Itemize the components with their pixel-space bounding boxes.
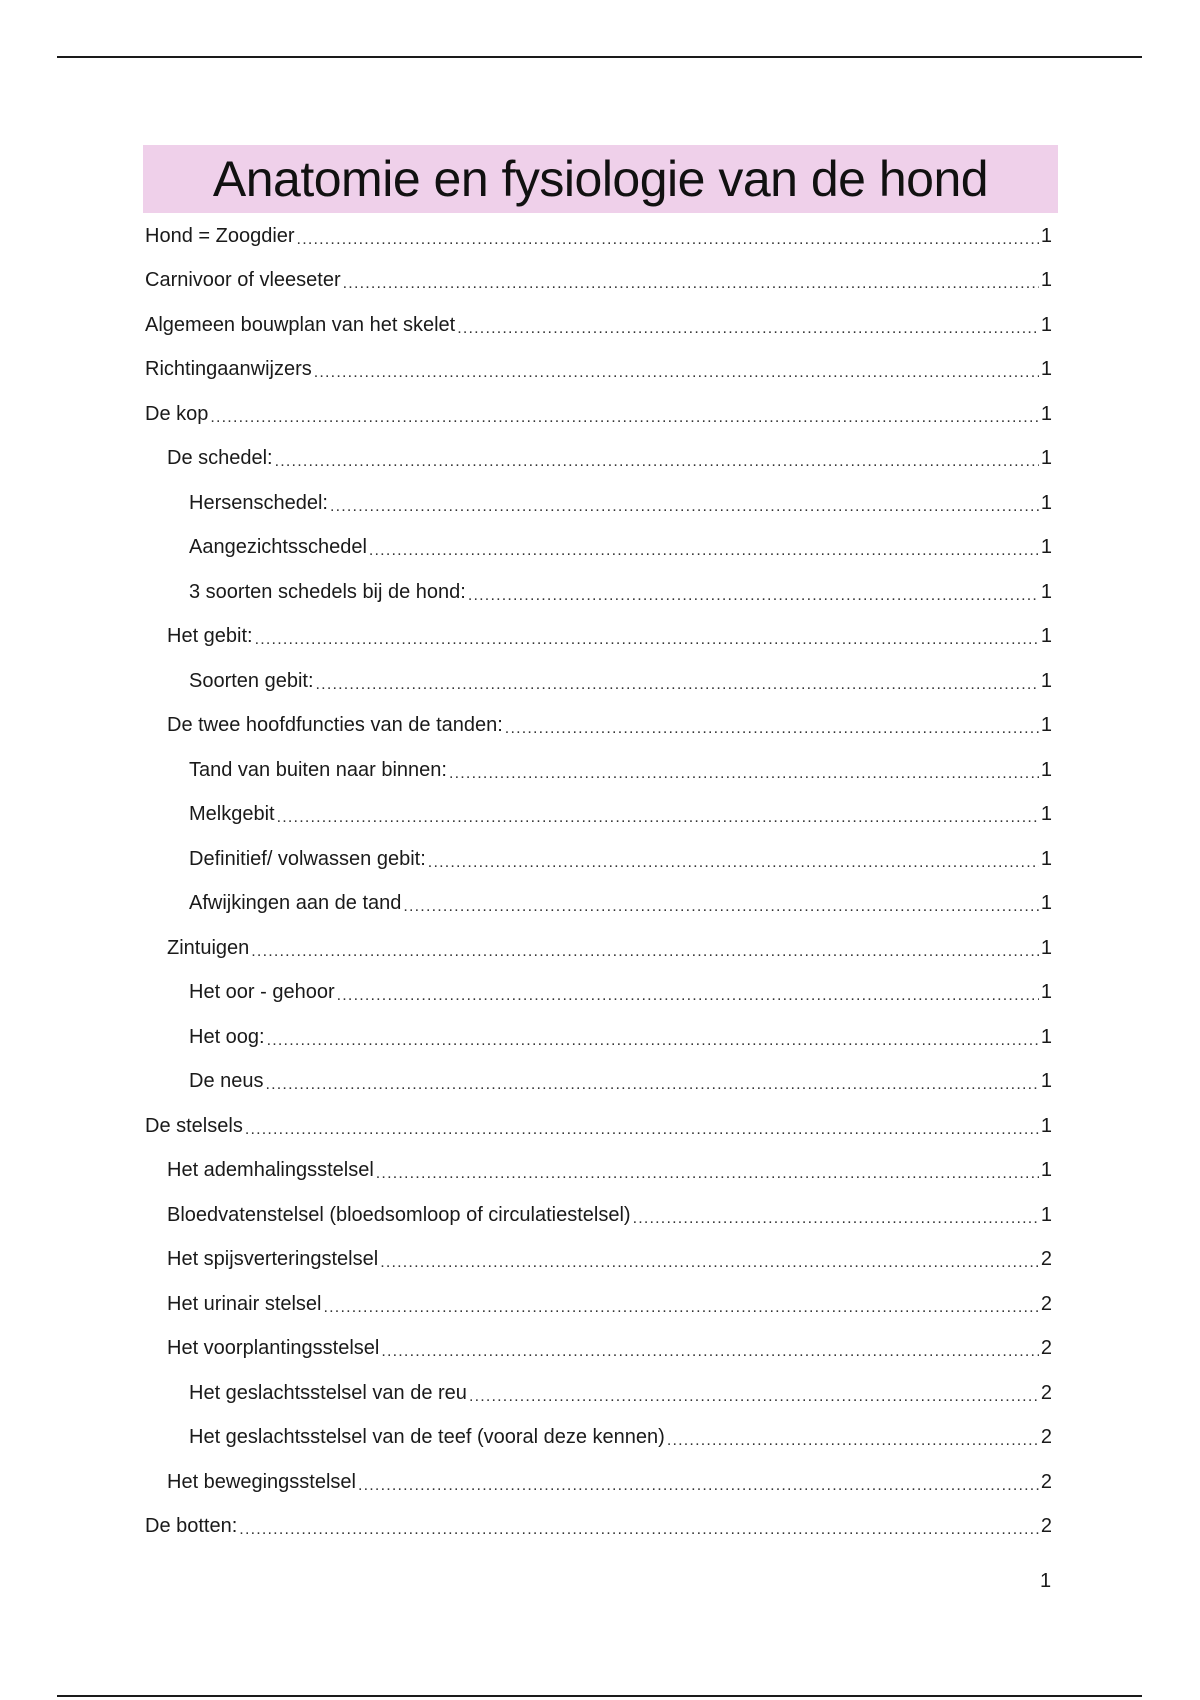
toc-entry-label: De botten: — [145, 1515, 238, 1538]
toc-dot-leader — [633, 1206, 1039, 1229]
toc-entry-page: 1 — [1040, 936, 1052, 959]
toc-dot-leader — [667, 1428, 1039, 1451]
toc-entry-label: Het ademhalingsstelsel — [167, 1159, 374, 1182]
toc-entry[interactable] — [145, 926, 1052, 971]
toc-entry-label: 3 soorten schedels bij de hond: — [189, 580, 466, 603]
toc-entry-label: De stelsels — [145, 1114, 243, 1137]
toc-entry-page: 1 — [1040, 224, 1052, 247]
toc-entry-label: Carnivoor of vleeseter — [145, 269, 341, 292]
toc-entry-page: 1 — [1040, 981, 1052, 1004]
toc-entry-page: 2 — [1040, 1337, 1052, 1360]
toc-entry-label: Het geslachtsstelsel van de reu — [189, 1381, 467, 1404]
toc-entry[interactable] — [145, 1104, 1052, 1149]
toc-entry[interactable] — [145, 481, 1052, 526]
toc-entry-page: 1 — [1040, 491, 1052, 514]
toc-entry-page: 1 — [1040, 625, 1052, 648]
toc-entry-label: Afwijkingen aan de tand — [189, 892, 402, 915]
toc-entry[interactable] — [145, 748, 1052, 793]
toc-entry[interactable] — [145, 837, 1052, 882]
toc-entry[interactable] — [145, 1193, 1052, 1238]
toc-entry[interactable] — [145, 392, 1052, 437]
footer-rule — [57, 1695, 1142, 1697]
page-number: 1 — [1040, 1570, 1052, 1592]
toc-dot-leader — [469, 1384, 1039, 1407]
toc-entry-label: Richtingaanwijzers — [145, 358, 312, 381]
toc-entry[interactable] — [145, 437, 1052, 482]
toc-entry-page: 1 — [1040, 892, 1052, 915]
toc-entry[interactable] — [145, 793, 1052, 838]
toc-entry-label: De neus — [189, 1070, 264, 1093]
toc-entry-label: De twee hoofdfuncties van de tanden: — [167, 714, 503, 737]
toc-entry[interactable] — [145, 259, 1052, 304]
toc-dot-leader — [314, 360, 1039, 383]
toc-dot-leader — [468, 583, 1039, 606]
toc-dot-leader — [324, 1295, 1039, 1318]
toc-dot-leader — [505, 716, 1039, 739]
toc-entry-page: 2 — [1040, 1292, 1052, 1315]
toc-dot-leader — [297, 227, 1039, 250]
toc-entry[interactable] — [145, 659, 1052, 704]
toc-dot-leader — [277, 805, 1039, 828]
toc-entry[interactable] — [145, 348, 1052, 393]
toc-entry[interactable] — [145, 1282, 1052, 1327]
toc-entry[interactable] — [145, 1416, 1052, 1461]
toc-entry-page: 1 — [1040, 447, 1052, 470]
toc-entry-label: Het geslachtsstelsel van de teef (vooral deze kennen) — [189, 1426, 665, 1449]
toc-entry[interactable] — [145, 615, 1052, 660]
toc-entry-label: Definitief/ volwassen gebit: — [189, 847, 426, 870]
toc-entry-label: Bloedvatenstelsel (bloedsomloop of circulatiestelsel) — [167, 1203, 631, 1226]
toc-dot-leader — [457, 316, 1039, 339]
toc-entry-label: Het oor - gehoor — [189, 981, 335, 1004]
toc-entry-label: Tand van buiten naar binnen: — [189, 758, 447, 781]
toc-entry-label: Hersenschedel: — [189, 491, 328, 514]
toc-entry[interactable] — [145, 1238, 1052, 1283]
toc-entry-page: 2 — [1040, 1248, 1052, 1271]
toc-entry-label: De kop — [145, 402, 209, 425]
toc-dot-leader — [275, 449, 1039, 472]
toc-entry-page: 2 — [1040, 1426, 1052, 1449]
toc-entry-page: 2 — [1040, 1470, 1052, 1493]
toc-entry-page: 1 — [1040, 269, 1052, 292]
toc-entry[interactable] — [145, 704, 1052, 749]
toc-dot-leader — [403, 894, 1039, 917]
toc-entry-page: 2 — [1040, 1381, 1052, 1404]
toc-entry-page: 1 — [1040, 847, 1052, 870]
toc-dot-leader — [358, 1473, 1039, 1496]
toc-entry-page: 1 — [1040, 1159, 1052, 1182]
toc-dot-leader — [255, 627, 1039, 650]
toc-entry-page: 2 — [1040, 1515, 1052, 1538]
toc-dot-leader — [381, 1339, 1039, 1362]
toc-entry-label: Het oog: — [189, 1025, 265, 1048]
toc-entry-label: Het voorplantingsstelsel — [167, 1337, 380, 1360]
toc-entry-label: Aangezichtsschedel — [189, 536, 367, 559]
toc-entry[interactable] — [145, 1460, 1052, 1505]
toc-entry[interactable] — [145, 1327, 1052, 1372]
toc-entry-page: 1 — [1040, 402, 1052, 425]
toc-entry[interactable] — [145, 1371, 1052, 1416]
toc-dot-leader — [449, 761, 1039, 784]
toc-entry[interactable] — [145, 214, 1052, 259]
toc-entry[interactable] — [145, 570, 1052, 615]
toc-entry[interactable] — [145, 303, 1052, 348]
toc-entry-page: 1 — [1040, 758, 1052, 781]
toc-entry[interactable] — [145, 971, 1052, 1016]
table-of-contents — [145, 214, 1052, 1549]
toc-entry-page: 1 — [1040, 1070, 1052, 1093]
toc-entry-label: Het bewegingsstelsel — [167, 1470, 356, 1493]
toc-dot-leader — [245, 1117, 1039, 1140]
toc-entry-label: Soorten gebit: — [189, 669, 314, 692]
toc-dot-leader — [239, 1517, 1039, 1540]
toc-entry-page: 1 — [1040, 358, 1052, 381]
header-rule — [57, 56, 1142, 58]
toc-dot-leader — [210, 405, 1039, 428]
toc-dot-leader — [330, 494, 1039, 517]
toc-entry[interactable] — [145, 526, 1052, 571]
toc-entry[interactable] — [145, 1505, 1052, 1550]
toc-entry-page: 1 — [1040, 669, 1052, 692]
toc-dot-leader — [380, 1250, 1039, 1273]
toc-entry-page: 1 — [1040, 1025, 1052, 1048]
toc-entry-label: Het spijsverteringstelsel — [167, 1248, 379, 1271]
toc-entry-label: Het gebit: — [167, 625, 253, 648]
toc-dot-leader — [337, 983, 1039, 1006]
toc-dot-leader — [428, 850, 1039, 873]
toc-entry[interactable] — [145, 1149, 1052, 1194]
toc-entry-page: 1 — [1040, 714, 1052, 737]
toc-entry[interactable] — [145, 1015, 1052, 1060]
toc-entry-page: 1 — [1040, 1114, 1052, 1137]
document-title: Anatomie en fysiologie van de hond — [212, 151, 989, 207]
toc-entry-page: 1 — [1040, 536, 1052, 559]
toc-entry-label: De schedel: — [167, 447, 273, 470]
toc-dot-leader — [369, 538, 1039, 561]
title-banner — [143, 145, 1058, 213]
toc-entry[interactable] — [145, 1060, 1052, 1105]
toc-entry-page: 1 — [1040, 1203, 1052, 1226]
toc-entry-label: Melkgebit — [189, 803, 275, 826]
toc-entry-label: Hond = Zoogdier — [145, 224, 295, 247]
toc-entry-page: 1 — [1040, 313, 1052, 336]
toc-dot-leader — [376, 1161, 1039, 1184]
toc-dot-leader — [267, 1028, 1039, 1051]
toc-entry-page: 1 — [1040, 580, 1052, 603]
toc-dot-leader — [343, 271, 1039, 294]
toc-entry-label: Het urinair stelsel — [167, 1292, 322, 1315]
toc-entry[interactable] — [145, 882, 1052, 927]
toc-entry-label: Algemeen bouwplan van het skelet — [145, 313, 456, 336]
toc-dot-leader — [266, 1072, 1039, 1095]
toc-dot-leader — [251, 939, 1039, 962]
toc-entry-label: Zintuigen — [167, 936, 250, 959]
toc-dot-leader — [316, 672, 1039, 695]
toc-entry-page: 1 — [1040, 803, 1052, 826]
